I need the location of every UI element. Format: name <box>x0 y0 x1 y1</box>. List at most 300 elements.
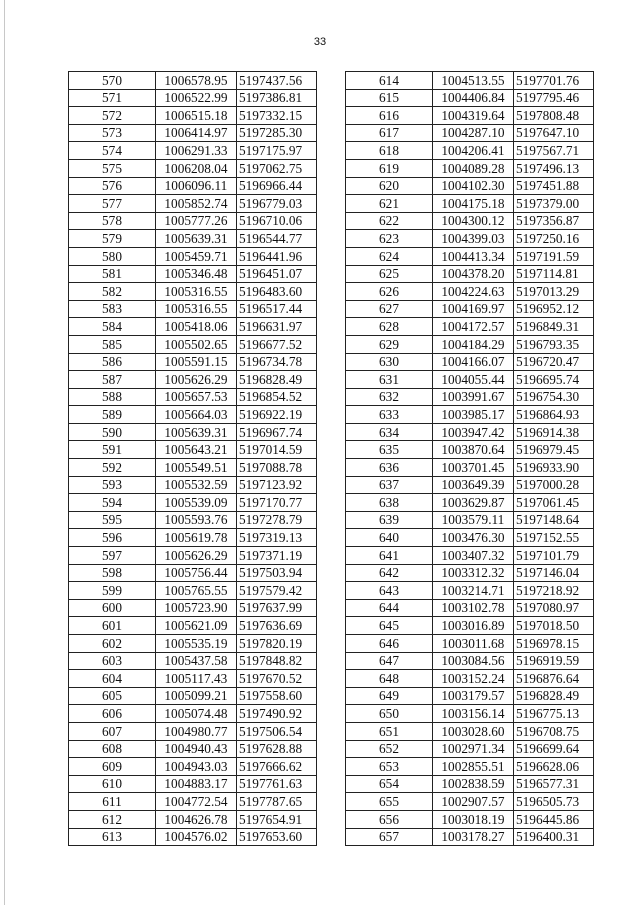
y-coordinate-cell: 5196451.07 <box>237 265 317 283</box>
table-row <box>69 582 317 600</box>
point-number-cell: 654 <box>346 775 433 793</box>
x-coordinate-cell: 1005777.26 <box>156 212 237 230</box>
table-row <box>346 318 594 336</box>
table-row <box>69 142 317 160</box>
table-row <box>69 511 317 529</box>
point-number-cell: 609 <box>69 758 156 776</box>
table-row <box>69 670 317 688</box>
x-coordinate-cell: 1005626.29 <box>156 371 237 389</box>
table-row <box>346 230 594 248</box>
y-coordinate-cell: 5197170.77 <box>237 494 317 512</box>
x-coordinate-cell: 1005619.78 <box>156 529 237 547</box>
table-row <box>346 195 594 213</box>
point-number-cell: 606 <box>69 705 156 723</box>
table-row <box>69 705 317 723</box>
table-row <box>69 388 317 406</box>
x-coordinate-cell: 1005418.06 <box>156 318 237 336</box>
y-coordinate-cell: 5196441.96 <box>237 247 317 265</box>
point-number-cell: 647 <box>346 652 433 670</box>
x-coordinate-cell: 1003178.27 <box>433 828 514 846</box>
y-coordinate-cell: 5196734.78 <box>237 353 317 371</box>
point-number-cell: 618 <box>346 142 433 160</box>
point-number-cell: 610 <box>69 775 156 793</box>
point-number-cell: 646 <box>346 635 433 653</box>
x-coordinate-cell: 1003214.71 <box>433 582 514 600</box>
table-body <box>346 72 594 846</box>
x-coordinate-cell: 1004166.07 <box>433 353 514 371</box>
x-coordinate-cell: 1004772.54 <box>156 793 237 811</box>
table-row <box>346 406 594 424</box>
y-coordinate-cell: 5197506.54 <box>237 722 317 740</box>
table-row <box>69 230 317 248</box>
y-coordinate-cell: 5196876.64 <box>514 670 594 688</box>
point-number-cell: 596 <box>69 529 156 547</box>
point-number-cell: 649 <box>346 687 433 705</box>
y-coordinate-cell: 5197503.94 <box>237 564 317 582</box>
point-number-cell: 580 <box>69 247 156 265</box>
y-coordinate-cell: 5196967.74 <box>237 423 317 441</box>
table-row <box>346 177 594 195</box>
y-coordinate-cell: 5197567.71 <box>514 142 594 160</box>
point-number-cell: 622 <box>346 212 433 230</box>
point-number-cell: 628 <box>346 318 433 336</box>
y-coordinate-cell: 5196631.97 <box>237 318 317 336</box>
y-coordinate-cell: 5196754.30 <box>514 388 594 406</box>
point-number-cell: 599 <box>69 582 156 600</box>
table-row <box>346 793 594 811</box>
table-row <box>346 247 594 265</box>
table-row <box>69 740 317 758</box>
y-coordinate-cell: 5196577.31 <box>514 775 594 793</box>
table-row <box>69 406 317 424</box>
point-number-cell: 574 <box>69 142 156 160</box>
table-row <box>69 371 317 389</box>
point-number-cell: 586 <box>69 353 156 371</box>
x-coordinate-cell: 1004413.34 <box>433 247 514 265</box>
y-coordinate-cell: 5197088.78 <box>237 459 317 477</box>
x-coordinate-cell: 1004184.29 <box>433 335 514 353</box>
point-number-cell: 616 <box>346 107 433 125</box>
table-row <box>346 265 594 283</box>
table-row <box>69 564 317 582</box>
x-coordinate-cell: 1005643.21 <box>156 441 237 459</box>
y-coordinate-cell: 5197379.00 <box>514 195 594 213</box>
point-number-cell: 591 <box>69 441 156 459</box>
point-number-cell: 571 <box>69 89 156 107</box>
x-coordinate-cell: 1005346.48 <box>156 265 237 283</box>
y-coordinate-cell: 5196919.59 <box>514 652 594 670</box>
x-coordinate-cell: 1006515.18 <box>156 107 237 125</box>
x-coordinate-cell: 1003947.42 <box>433 423 514 441</box>
point-number-cell: 601 <box>69 617 156 635</box>
page-number: 33 <box>313 36 327 48</box>
point-number-cell: 593 <box>69 476 156 494</box>
y-coordinate-cell: 5196677.52 <box>237 335 317 353</box>
x-coordinate-cell: 1005549.51 <box>156 459 237 477</box>
x-coordinate-cell: 1005074.48 <box>156 705 237 723</box>
x-coordinate-cell: 1004399.03 <box>433 230 514 248</box>
table-row <box>346 670 594 688</box>
table-row <box>346 617 594 635</box>
y-coordinate-cell: 5197101.79 <box>514 547 594 565</box>
table-row <box>69 617 317 635</box>
y-coordinate-cell: 5197820.19 <box>237 635 317 653</box>
table-row <box>346 635 594 653</box>
y-coordinate-cell: 5197670.52 <box>237 670 317 688</box>
y-coordinate-cell: 5196828.49 <box>514 687 594 705</box>
y-coordinate-cell: 5197175.97 <box>237 142 317 160</box>
point-number-cell: 636 <box>346 459 433 477</box>
x-coordinate-cell: 1002855.51 <box>433 758 514 776</box>
point-number-cell: 617 <box>346 124 433 142</box>
point-number-cell: 656 <box>346 810 433 828</box>
x-coordinate-cell: 1005621.09 <box>156 617 237 635</box>
x-coordinate-cell: 1003011.68 <box>433 635 514 653</box>
point-number-cell: 575 <box>69 159 156 177</box>
point-number-cell: 585 <box>69 335 156 353</box>
y-coordinate-cell: 5197787.65 <box>237 793 317 811</box>
x-coordinate-cell: 1004089.28 <box>433 159 514 177</box>
point-number-cell: 642 <box>346 564 433 582</box>
point-number-cell: 648 <box>346 670 433 688</box>
point-number-cell: 603 <box>69 652 156 670</box>
x-coordinate-cell: 1005437.58 <box>156 652 237 670</box>
x-coordinate-cell: 1005664.03 <box>156 406 237 424</box>
y-coordinate-cell: 5196544.77 <box>237 230 317 248</box>
table-row <box>69 423 317 441</box>
x-coordinate-cell: 1005591.15 <box>156 353 237 371</box>
y-coordinate-cell: 5197218.92 <box>514 582 594 600</box>
point-number-cell: 578 <box>69 212 156 230</box>
table-row <box>69 775 317 793</box>
y-coordinate-cell: 5197278.79 <box>237 511 317 529</box>
point-number-cell: 614 <box>346 72 433 90</box>
table-row <box>69 335 317 353</box>
y-coordinate-cell: 5196793.35 <box>514 335 594 353</box>
point-number-cell: 625 <box>346 265 433 283</box>
point-number-cell: 605 <box>69 687 156 705</box>
table-row <box>69 635 317 653</box>
y-coordinate-cell: 5197653.60 <box>237 828 317 846</box>
point-number-cell: 621 <box>346 195 433 213</box>
y-coordinate-cell: 5196775.13 <box>514 705 594 723</box>
x-coordinate-cell: 1005532.59 <box>156 476 237 494</box>
y-coordinate-cell: 5196952.12 <box>514 300 594 318</box>
table-row <box>69 652 317 670</box>
point-number-cell: 643 <box>346 582 433 600</box>
table-row <box>346 547 594 565</box>
table-row <box>346 124 594 142</box>
y-coordinate-cell: 5197371.19 <box>237 547 317 565</box>
x-coordinate-cell: 1005117.43 <box>156 670 237 688</box>
y-coordinate-cell: 5196849.31 <box>514 318 594 336</box>
point-number-cell: 595 <box>69 511 156 529</box>
table-row <box>346 89 594 107</box>
y-coordinate-cell: 5197579.42 <box>237 582 317 600</box>
y-coordinate-cell: 5196779.03 <box>237 195 317 213</box>
x-coordinate-cell: 1006096.11 <box>156 177 237 195</box>
y-coordinate-cell: 5196933.90 <box>514 459 594 477</box>
y-coordinate-cell: 5196864.93 <box>514 406 594 424</box>
x-coordinate-cell: 1004406.84 <box>433 89 514 107</box>
table-row <box>346 441 594 459</box>
x-coordinate-cell: 1004980.77 <box>156 722 237 740</box>
x-coordinate-cell: 1006578.95 <box>156 72 237 90</box>
y-coordinate-cell: 5196854.52 <box>237 388 317 406</box>
point-number-cell: 635 <box>346 441 433 459</box>
y-coordinate-cell: 5197356.87 <box>514 212 594 230</box>
x-coordinate-cell: 1004300.12 <box>433 212 514 230</box>
point-number-cell: 652 <box>346 740 433 758</box>
table-row <box>69 212 317 230</box>
y-coordinate-cell: 5196922.19 <box>237 406 317 424</box>
table-row <box>346 388 594 406</box>
table-row <box>69 283 317 301</box>
table-row <box>69 107 317 125</box>
y-coordinate-cell: 5196445.86 <box>514 810 594 828</box>
y-coordinate-cell: 5196720.47 <box>514 353 594 371</box>
point-number-cell: 612 <box>69 810 156 828</box>
point-number-cell: 655 <box>346 793 433 811</box>
x-coordinate-cell: 1003701.45 <box>433 459 514 477</box>
table-row <box>69 318 317 336</box>
point-number-cell: 582 <box>69 283 156 301</box>
point-number-cell: 631 <box>346 371 433 389</box>
x-coordinate-cell: 1003084.56 <box>433 652 514 670</box>
point-number-cell: 573 <box>69 124 156 142</box>
point-number-cell: 611 <box>69 793 156 811</box>
x-coordinate-cell: 1003156.14 <box>433 705 514 723</box>
y-coordinate-cell: 5197808.48 <box>514 107 594 125</box>
y-coordinate-cell: 5197061.45 <box>514 494 594 512</box>
table-row <box>346 564 594 582</box>
point-number-cell: 589 <box>69 406 156 424</box>
x-coordinate-cell: 1004287.10 <box>433 124 514 142</box>
y-coordinate-cell: 5196710.06 <box>237 212 317 230</box>
y-coordinate-cell: 5196628.06 <box>514 758 594 776</box>
y-coordinate-cell: 5197496.13 <box>514 159 594 177</box>
x-coordinate-cell: 1005593.76 <box>156 511 237 529</box>
point-number-cell: 626 <box>346 283 433 301</box>
table-row <box>69 547 317 565</box>
y-coordinate-cell: 5196979.45 <box>514 441 594 459</box>
point-number-cell: 581 <box>69 265 156 283</box>
point-number-cell: 584 <box>69 318 156 336</box>
point-number-cell: 629 <box>346 335 433 353</box>
x-coordinate-cell: 1005539.09 <box>156 494 237 512</box>
x-coordinate-cell: 1005765.55 <box>156 582 237 600</box>
table-row <box>346 758 594 776</box>
x-coordinate-cell: 1004576.02 <box>156 828 237 846</box>
point-number-cell: 576 <box>69 177 156 195</box>
x-coordinate-cell: 1005639.31 <box>156 230 237 248</box>
table-row <box>69 494 317 512</box>
y-coordinate-cell: 5197152.55 <box>514 529 594 547</box>
x-coordinate-cell: 1005626.29 <box>156 547 237 565</box>
table-row <box>346 705 594 723</box>
table-row <box>346 212 594 230</box>
table-row <box>69 687 317 705</box>
table-row <box>69 195 317 213</box>
x-coordinate-cell: 1003870.64 <box>433 441 514 459</box>
table-row <box>346 775 594 793</box>
x-coordinate-cell: 1003476.30 <box>433 529 514 547</box>
x-coordinate-cell: 1002838.59 <box>433 775 514 793</box>
point-number-cell: 579 <box>69 230 156 248</box>
y-coordinate-cell: 5197386.81 <box>237 89 317 107</box>
table-row <box>346 494 594 512</box>
y-coordinate-cell: 5197701.76 <box>514 72 594 90</box>
y-coordinate-cell: 5197000.28 <box>514 476 594 494</box>
table-row <box>346 459 594 477</box>
x-coordinate-cell: 1003629.87 <box>433 494 514 512</box>
table-row <box>69 265 317 283</box>
y-coordinate-cell: 5197014.59 <box>237 441 317 459</box>
scan-edge <box>4 0 5 905</box>
point-number-cell: 632 <box>346 388 433 406</box>
y-coordinate-cell: 5197319.13 <box>237 529 317 547</box>
y-coordinate-cell: 5197654.91 <box>237 810 317 828</box>
point-number-cell: 641 <box>346 547 433 565</box>
point-number-cell: 607 <box>69 722 156 740</box>
table-row <box>69 177 317 195</box>
x-coordinate-cell: 1006522.99 <box>156 89 237 107</box>
y-coordinate-cell: 5197062.75 <box>237 159 317 177</box>
y-coordinate-cell: 5197647.10 <box>514 124 594 142</box>
x-coordinate-cell: 1004940.43 <box>156 740 237 758</box>
point-number-cell: 598 <box>69 564 156 582</box>
y-coordinate-cell: 5197013.29 <box>514 283 594 301</box>
table-row <box>346 599 594 617</box>
point-number-cell: 588 <box>69 388 156 406</box>
y-coordinate-cell: 5197250.16 <box>514 230 594 248</box>
x-coordinate-cell: 1003407.32 <box>433 547 514 565</box>
x-coordinate-cell: 1003985.17 <box>433 406 514 424</box>
point-number-cell: 638 <box>346 494 433 512</box>
x-coordinate-cell: 1003102.78 <box>433 599 514 617</box>
x-coordinate-cell: 1003579.11 <box>433 511 514 529</box>
point-number-cell: 645 <box>346 617 433 635</box>
table-row <box>69 124 317 142</box>
point-number-cell: 644 <box>346 599 433 617</box>
x-coordinate-cell: 1006291.33 <box>156 142 237 160</box>
y-coordinate-cell: 5196517.44 <box>237 300 317 318</box>
point-number-cell: 602 <box>69 635 156 653</box>
x-coordinate-cell: 1004513.55 <box>433 72 514 90</box>
point-number-cell: 651 <box>346 722 433 740</box>
y-coordinate-cell: 5197795.46 <box>514 89 594 107</box>
x-coordinate-cell: 1003018.19 <box>433 810 514 828</box>
table-row <box>69 810 317 828</box>
x-coordinate-cell: 1004169.97 <box>433 300 514 318</box>
point-number-cell: 604 <box>69 670 156 688</box>
point-number-cell: 653 <box>346 758 433 776</box>
table-row <box>346 72 594 90</box>
x-coordinate-cell: 1004883.17 <box>156 775 237 793</box>
point-number-cell: 633 <box>346 406 433 424</box>
table-row <box>346 828 594 846</box>
y-coordinate-cell: 5197332.15 <box>237 107 317 125</box>
x-coordinate-cell: 1005535.19 <box>156 635 237 653</box>
y-coordinate-cell: 5197123.92 <box>237 476 317 494</box>
y-coordinate-cell: 5197666.62 <box>237 758 317 776</box>
table-row <box>346 283 594 301</box>
table-row <box>69 441 317 459</box>
y-coordinate-cell: 5196914.38 <box>514 423 594 441</box>
y-coordinate-cell: 5197191.59 <box>514 247 594 265</box>
y-coordinate-cell: 5197148.64 <box>514 511 594 529</box>
table-row <box>69 300 317 318</box>
x-coordinate-cell: 1005852.74 <box>156 195 237 213</box>
y-coordinate-cell: 5197636.69 <box>237 617 317 635</box>
table-row <box>346 810 594 828</box>
point-number-cell: 624 <box>346 247 433 265</box>
table-row <box>346 529 594 547</box>
y-coordinate-cell: 5197451.88 <box>514 177 594 195</box>
x-coordinate-cell: 1005502.65 <box>156 335 237 353</box>
x-coordinate-cell: 1004172.57 <box>433 318 514 336</box>
y-coordinate-cell: 5197285.30 <box>237 124 317 142</box>
table-row <box>346 335 594 353</box>
y-coordinate-cell: 5196400.31 <box>514 828 594 846</box>
x-coordinate-cell: 1004378.20 <box>433 265 514 283</box>
point-number-cell: 639 <box>346 511 433 529</box>
table-row <box>346 476 594 494</box>
point-number-cell: 619 <box>346 159 433 177</box>
x-coordinate-cell: 1002971.34 <box>433 740 514 758</box>
table-row <box>346 353 594 371</box>
x-coordinate-cell: 1005639.31 <box>156 423 237 441</box>
table-row <box>69 828 317 846</box>
table-row <box>346 371 594 389</box>
table-row <box>346 142 594 160</box>
y-coordinate-cell: 5197558.60 <box>237 687 317 705</box>
x-coordinate-cell: 1002907.57 <box>433 793 514 811</box>
x-coordinate-cell: 1003028.60 <box>433 722 514 740</box>
y-coordinate-cell: 5196708.75 <box>514 722 594 740</box>
table-row <box>346 722 594 740</box>
y-coordinate-cell: 5197114.81 <box>514 265 594 283</box>
point-number-cell: 583 <box>69 300 156 318</box>
point-number-cell: 634 <box>346 423 433 441</box>
x-coordinate-cell: 1004206.41 <box>433 142 514 160</box>
point-number-cell: 623 <box>346 230 433 248</box>
y-coordinate-cell: 5196966.44 <box>237 177 317 195</box>
point-number-cell: 577 <box>69 195 156 213</box>
x-coordinate-cell: 1004175.18 <box>433 195 514 213</box>
point-number-cell: 572 <box>69 107 156 125</box>
table-row <box>69 247 317 265</box>
x-coordinate-cell: 1003312.32 <box>433 564 514 582</box>
y-coordinate-cell: 5196978.15 <box>514 635 594 653</box>
y-coordinate-cell: 5197080.97 <box>514 599 594 617</box>
y-coordinate-cell: 5196483.60 <box>237 283 317 301</box>
table-row <box>69 72 317 90</box>
y-coordinate-cell: 5197437.56 <box>237 72 317 90</box>
point-number-cell: 630 <box>346 353 433 371</box>
point-number-cell: 587 <box>69 371 156 389</box>
y-coordinate-cell: 5196505.73 <box>514 793 594 811</box>
y-coordinate-cell: 5196699.64 <box>514 740 594 758</box>
table-row <box>346 300 594 318</box>
point-number-cell: 613 <box>69 828 156 846</box>
table-row <box>69 722 317 740</box>
table-row <box>69 793 317 811</box>
x-coordinate-cell: 1003016.89 <box>433 617 514 635</box>
y-coordinate-cell: 5197146.04 <box>514 564 594 582</box>
table-row <box>346 159 594 177</box>
x-coordinate-cell: 1005099.21 <box>156 687 237 705</box>
